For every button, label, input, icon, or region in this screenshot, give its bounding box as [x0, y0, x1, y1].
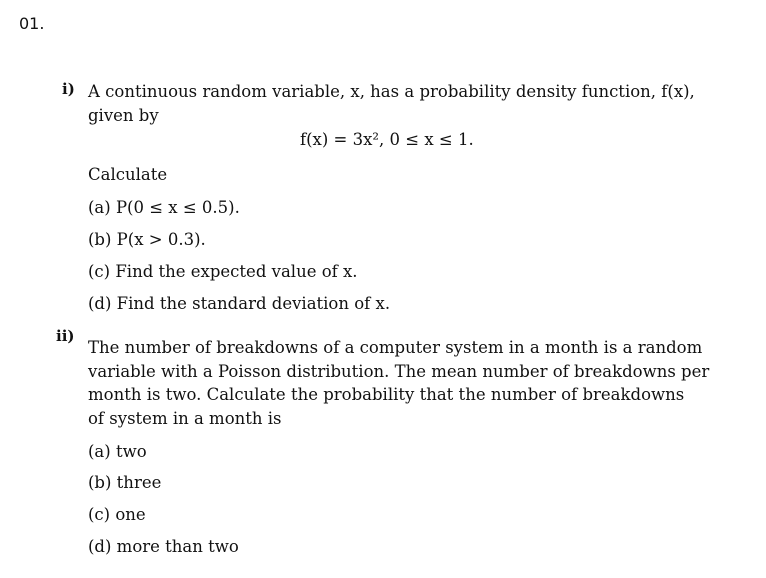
part-i-item-c: (c) Find the expected value of x. — [88, 262, 358, 281]
part-ii-item-c: (c) one — [88, 505, 146, 524]
part-ii-intro — [88, 336, 728, 430]
part-ii-item-a: (a) two — [88, 442, 147, 461]
part-i-intro-line1: A continuous random variable, x, has a probability density function, f(x), — [88, 82, 695, 101]
part-i-label: i) — [62, 80, 75, 98]
part-ii-intro-line2: variable with a Poisson distribution. The mean number of breakdowns per — [88, 361, 710, 381]
part-ii-intro-line3: month is two. Calculate the probability that the number of breakdowns — [88, 385, 685, 404]
density-formula: f(x) = 3x², 0 ≤ x ≤ 1. — [300, 130, 474, 149]
part-ii-label: ii) — [56, 327, 75, 345]
part-i-item-a: (a) P(0 ≤ x ≤ 0.5). — [88, 198, 240, 217]
part-ii-item-d: (d) more than two — [88, 537, 239, 556]
question-number: 01. — [19, 14, 45, 33]
part-i-intro-line2: given by — [88, 106, 159, 125]
part-i-item-b: (b) P(x > 0.3). — [88, 230, 206, 249]
part-ii-intro-line4: of system in a month is — [88, 408, 282, 428]
part-i-item-d: (d) Find the standard deviation of x. — [88, 294, 391, 313]
part-ii-intro-line1: The number of breakdowns of a computer system in a month is a random — [88, 338, 703, 357]
part-ii-item-b: (b) three — [88, 473, 162, 492]
calculate-label: Calculate — [88, 165, 168, 184]
